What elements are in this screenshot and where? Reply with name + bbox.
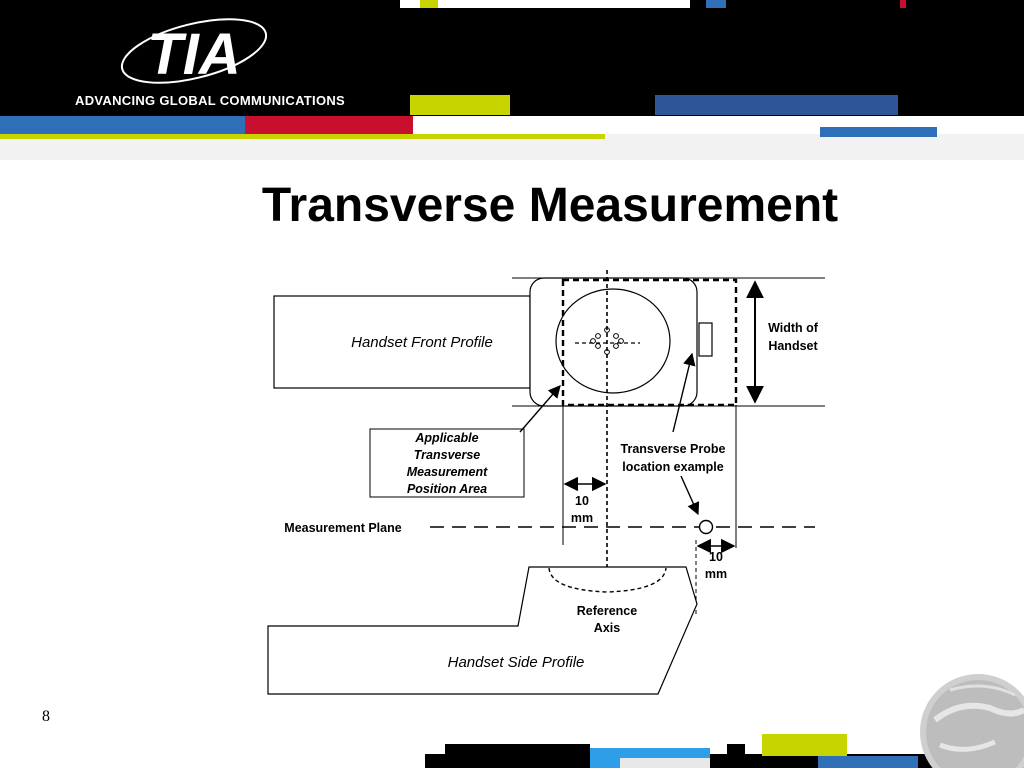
tagline: ADVANCING GLOBAL COMMUNICATIONS	[75, 93, 346, 108]
probe-label-line-2: location example	[622, 460, 724, 474]
offset-right-unit: mm	[704, 567, 728, 581]
plane-label: Measurement Plane	[284, 521, 402, 535]
width-label-line-2: Handset	[768, 339, 818, 353]
side-profile-label: Handset Side Profile	[447, 654, 585, 671]
axis-label-line-1: Reference	[576, 604, 638, 618]
area-label-line-4: Position Area	[406, 482, 488, 496]
page-number: 8	[42, 708, 50, 725]
offset-left-unit: mm	[570, 511, 594, 525]
front-profile-label: Handset Front Profile	[351, 334, 493, 351]
footer-graphic	[0, 660, 1024, 768]
axis-label-line-2: Axis	[593, 621, 621, 635]
area-label-line-3: Measurement	[406, 465, 488, 479]
probe-callout-arrow-down	[681, 476, 698, 514]
area-label-line-2: Transverse	[413, 448, 481, 462]
probe-location-marker	[700, 521, 713, 534]
offset-right-value: 10	[709, 550, 723, 564]
offset-left-value: 10	[575, 494, 589, 508]
footer-banner	[0, 660, 1024, 768]
svg-text:TIA: TIA	[147, 22, 241, 87]
width-label-line-1: Width of	[768, 321, 818, 335]
slide-title: Transverse Measurement	[261, 179, 839, 232]
area-label-line-1: Applicable	[415, 431, 479, 445]
handset-front-profile	[274, 278, 712, 406]
side-button	[699, 323, 712, 356]
probe-label-line-1: Transverse Probe	[620, 442, 726, 456]
